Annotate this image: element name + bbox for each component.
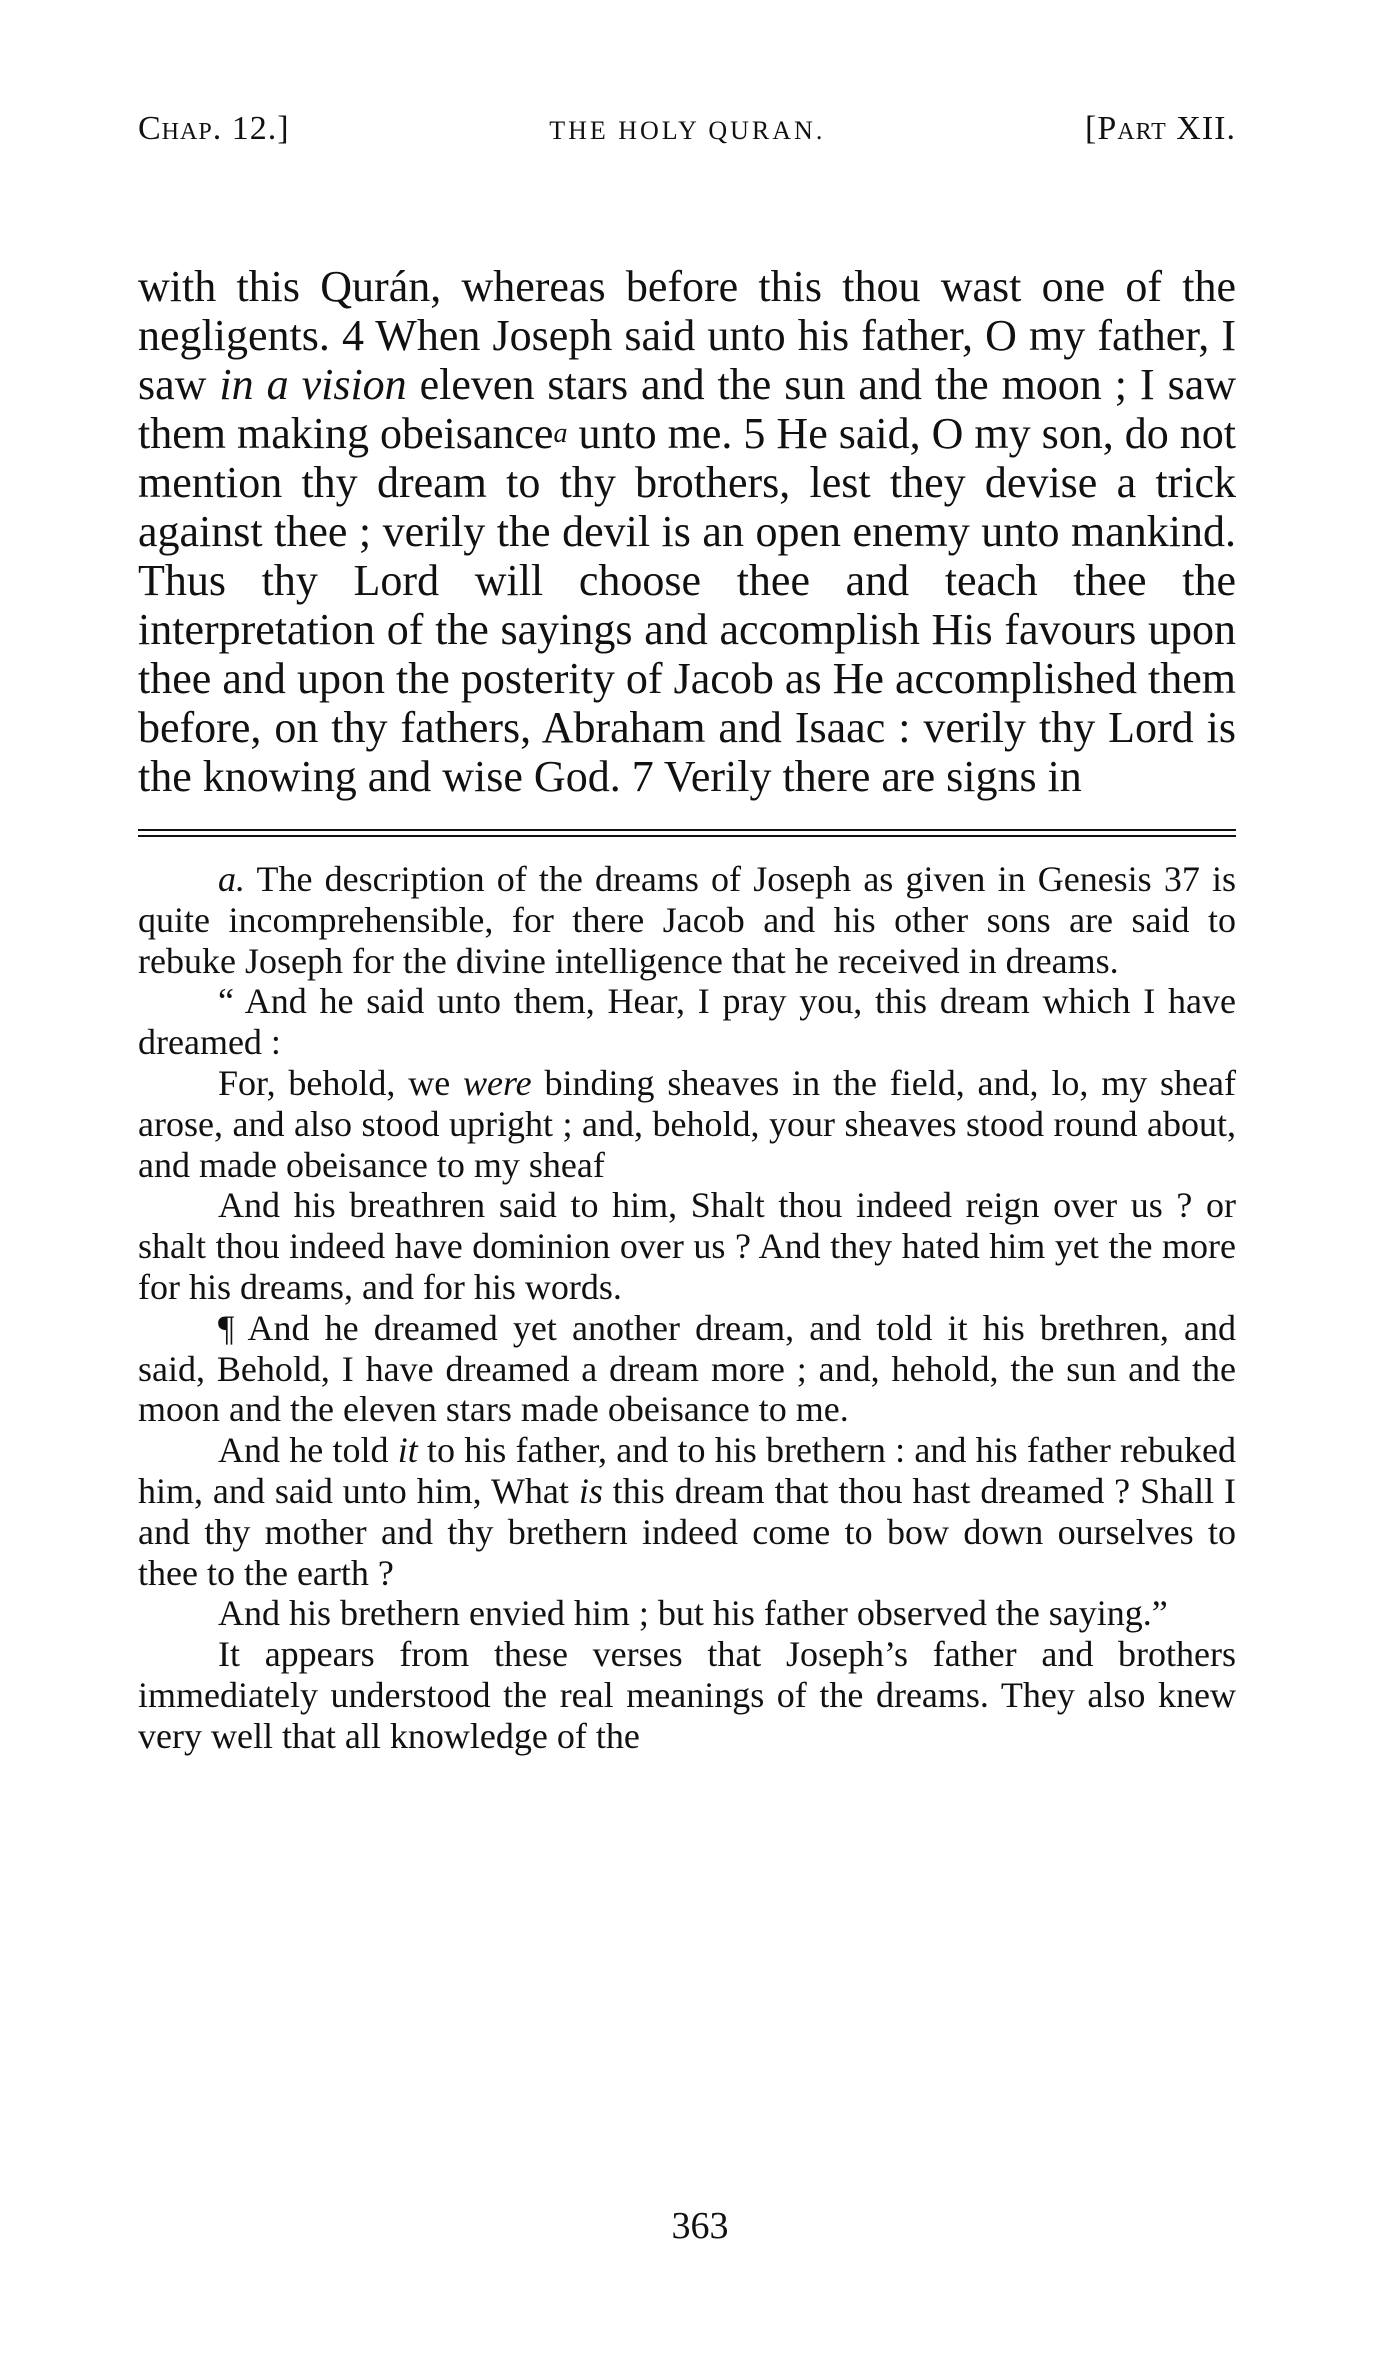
quote-segment: to his father, and to his brethern : and his father rebuked him, and said unto him, What	[138, 1430, 1236, 1511]
page-number: 363	[671, 2205, 729, 2247]
footnote-commentary: It appears from these verses that Joseph’s father and brothers immediately understood the real meanings of the dreams. They also knew very well that all knowledge of the	[138, 1634, 1236, 1756]
footnote-divider-secondary	[138, 835, 1236, 837]
quote-segment: binding sheaves in the field, and, lo, my sheaf arose, and also stood upright ; and, behold, your sheaves stood round about, and made obeisance to my sheaf	[138, 1062, 1236, 1185]
footnote-quote-line: And his breathren said to him, Shalt thou indeed reign over us ? or shalt thou indeed have dominion over us ? And they hated him yet the more for his dreams, and for his words.	[138, 1185, 1236, 1307]
quote-italic: it	[397, 1430, 418, 1471]
main-text-segment: eleven stars and the sun and the moon ; I saw them making obeisance	[138, 360, 1236, 458]
main-text-italic: in a vision	[219, 360, 407, 409]
footnote-quote-line: ¶ And he dreamed yet another dream, and told it his brethren, and said, Behold, I have dreamed a dream more ; and, hehold, the sun and the moon and the eleven stars made obeisance to me.	[138, 1307, 1236, 1430]
footnote-reference-mark: a	[553, 418, 568, 449]
main-paragraph	[138, 262, 1236, 801]
footnote-quote-line	[138, 1063, 1236, 1185]
quote-segment: For, behold, we	[218, 1062, 464, 1103]
quote-segment: And he told	[218, 1430, 398, 1471]
chapter-label: Chap. 12.]	[138, 110, 290, 147]
footnote-quote-line: “ And he said unto them, Hear, I pray you, this dream which I have dreamed :	[138, 981, 1236, 1063]
footnote-intro-text: The description of the dreams of Joseph as given in Genesis 37 is quite incomprehensible, for there Jacob and his other sons are said to rebuke Joseph for the divine intelligence that he received in dreams.	[138, 859, 1236, 981]
footnote-quote-line	[138, 1430, 1236, 1593]
footnote-quote-line: And his brethern envied him ; but his father observed the saying.”	[218, 1593, 1168, 1634]
main-text-segment: unto me. 5 He said, O my son, do not mention thy dream to thy brothers, lest they devise a trick against thee ; verily the devil is an open enemy unto mankind. Thus thy Lord will choose thee and teach thee the interpretation of the sayings and accomplish His favours upon thee and upon the posterity of Jacob as He accomplished them before, on thy fathers, Abraham and Isaac : verily thy Lord is the knowing and wise God. 7 Verily there are signs in	[138, 409, 1236, 801]
footnote-block	[138, 859, 1236, 1757]
footnote-label: a.	[218, 859, 245, 899]
quote-italic: is	[578, 1470, 603, 1511]
main-text	[138, 262, 1236, 801]
quote-italic: were	[463, 1062, 532, 1103]
footnote-intro	[138, 859, 1236, 981]
running-head	[138, 110, 1236, 170]
book-title: THE HOLY QURAN.	[549, 116, 826, 145]
quote-segment: this dream that thou hast dreamed ? Shall I and thy mother and thy brethern indeed come to bow down ourselves to thee to the earth ?	[138, 1470, 1236, 1593]
part-label: [Part XII.	[1085, 110, 1236, 147]
main-text-segment: with this Qurán, whereas before this thou wast one of the negligents. 4 When Joseph said unto his father, O my father, I saw	[138, 262, 1236, 409]
footnote-divider	[138, 829, 1236, 831]
book-page	[138, 110, 1236, 1757]
